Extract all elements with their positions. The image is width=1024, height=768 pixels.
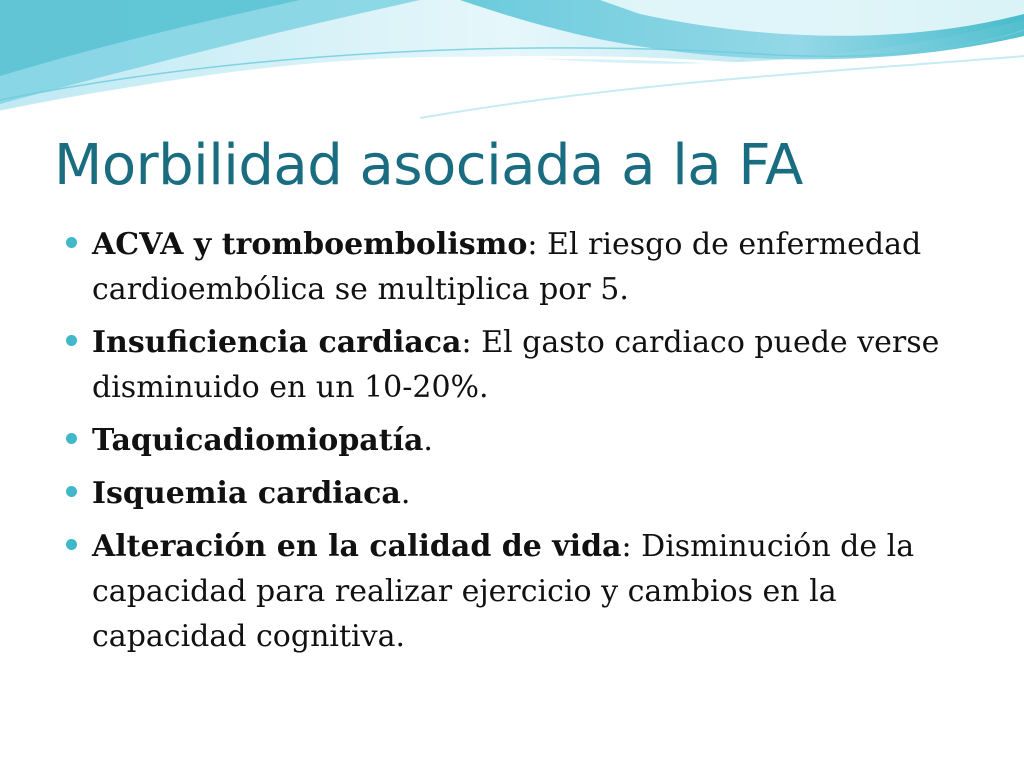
bullet-text: : El gasto cardiaco puede verse disminuido en un 10-20%. <box>92 325 940 405</box>
bullet-dot-icon <box>66 237 77 248</box>
bullet-item-insuficiencia <box>66 320 966 410</box>
bullet-dot-icon <box>66 539 77 550</box>
bullet-item-isquemia <box>66 471 966 516</box>
decorative-wave-header <box>0 0 1024 120</box>
bullet-term: ACVA y tromboembolismo <box>92 227 528 262</box>
bullet-item-calidad-vida <box>66 524 966 659</box>
bullet-text: : Disminución de la capacidad para realizar ejercicio y cambios en la capacidad cognitiva. <box>92 529 915 654</box>
bullet-text: : El riesgo de enfermedad cardioembólica se multiplica por 5. <box>92 227 922 307</box>
bullet-text: . <box>423 423 433 458</box>
bullet-dot-icon <box>66 486 77 497</box>
bullet-dot-icon <box>66 335 77 346</box>
bullet-text: . <box>400 476 411 511</box>
bullet-list <box>66 222 966 667</box>
bullet-term: Alteración en la calidad de vida <box>92 529 622 564</box>
bullet-term: Taquicadiomiopatía <box>92 423 424 458</box>
slide-title: Morbilidad asociada a la FA <box>54 133 803 198</box>
bullet-term: Insuficiencia cardiaca <box>92 325 462 360</box>
bullet-item-taquicardiomiopatia <box>66 418 966 463</box>
bullet-dot-icon <box>66 433 77 444</box>
bullet-term: Isquemia cardiaca <box>92 476 401 511</box>
bullet-item-acva <box>66 222 966 312</box>
